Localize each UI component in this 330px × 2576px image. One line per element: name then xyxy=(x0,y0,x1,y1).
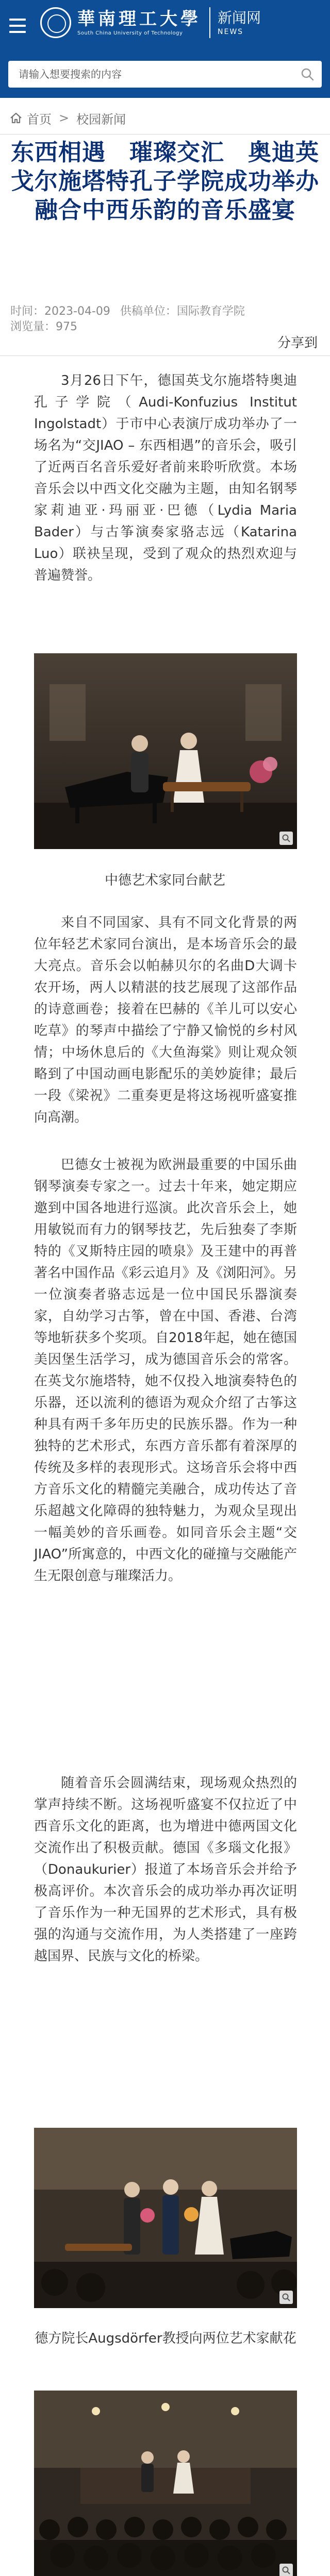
photo-caption: 德方院长Augsdörfer教授向两位艺术家献花 xyxy=(35,2331,296,2346)
site-name-chinese: 新闻网 xyxy=(218,9,261,26)
publish-date: 2023-04-09 xyxy=(44,305,110,318)
search-box xyxy=(8,61,322,88)
article-photo-venue[interactable] xyxy=(34,2391,297,2576)
photo-caption: 中德艺术家同台献艺 xyxy=(104,873,225,888)
site-name-english: NEWS xyxy=(218,28,244,36)
home-icon xyxy=(9,112,23,124)
time-label: 时间： xyxy=(10,305,45,318)
article-photo-flowers[interactable] xyxy=(34,2128,297,2308)
article-paragraph: 巴德女士被视为欧洲最重要的中国乐曲钢琴演奏专家之一。过去十年来，她定期应邀到中国各地进行巡演。此次音乐会上，她用敏锐而有力的钢琴技艺，先后独奏了李斯特的《叉斯特庄园的喷泉》及王建中的再普著名中国作品《彩云追月》及《浏阳河》。另一位演奏者骆志远是一位中国民乐器演奏家，自幼学习古筝，曾在中国、香港、台湾等地斩获多个奖项。自2018年起，她在德国美因堡生活学习，成为德国音乐会的常客。在英戈尔施塔特，她不仅投入地演奏特色的乐器，还以流利的德语为观众介绍了古筝这种具有两千多年历史的民族乐器。作为一种独特的艺术形式，东西方音乐都有着深厚的传统及多样的表现形式。这场音乐会将中西方音乐文化的精髓完美融合，成功传达了音乐超越文化障碍的独特魅力，为观众呈现出一幅美妙的音乐画卷。如同音乐会主题“交JIAO”所寓意的，中西文化的碰撞与交融能产生无限创意与璀璨活力。 xyxy=(34,1157,297,1584)
university-seal-icon xyxy=(40,7,71,38)
article-paragraph: 来自不同国家、具有不同文化背景的两位年轻艺术家同台演出，是本场音乐会的最大亮点。音乐会以帕赫贝尔的名曲D大调卡农开场，两人以精湛的技艺展现了这部作品的诗意画卷；接着在巴赫的《羊儿可以安心吃草》的琴声中描绘了宁静又愉悦的乡村风情；中场休息后的《大鱼海棠》则让观众领略到了中国动画电影配乐的美妙旋律；最后一段《梁祝》二重奏更是将这场视听盛宴推向高潮。 xyxy=(34,915,297,1125)
article-paragraph: 3月26日下午，德国英戈尔施塔特奥迪孔子学院（Audi-Konfuzius Institut Ingolstadt）于市中心表演厅成功举办了一场名为“交JIAO – 东西相遇”的音乐会，吸引了近两百名音乐爱好者前来聆听欣赏。本场音乐会以中西文化交融为主题，由知名钢琴家莉迪亚·玛丽亚·巴德（Lydia Maria Bader）与古筝演奏家骆志远（Katarina Luo）联袂呈现，受到了观众的热烈欢迎与普遍赞誉。 xyxy=(34,373,297,583)
article-photo-artists[interactable] xyxy=(34,653,297,849)
source-label: 供稿单位： xyxy=(120,305,177,318)
site-logo[interactable] xyxy=(40,7,261,38)
flower-presentation-illustration xyxy=(34,2128,297,2308)
meta-divider xyxy=(0,355,330,356)
concert-hall-illustration xyxy=(34,2391,297,2576)
views-label: 浏览量： xyxy=(10,320,56,333)
article-meta xyxy=(10,304,320,335)
search-icon xyxy=(301,67,314,81)
article-paragraph: 随着音乐会圆满结束，现场观众热烈的掌声持续不断。这场视听盛宴不仅拉近了中西音乐文化的距离，也为增进中德两国文化交流作出了积极贡献。德国《多瑙文化报》（Donaukurier）报道了本场音乐会并给予极高评价。本次音乐会的成功举办再次证明了音乐作为一种无国界的艺术形式，具有极强的沟通与交流作用，为人类搭建了一座跨越国界、民族与文化的桥梁。 xyxy=(34,1775,297,1964)
zoom-icon[interactable] xyxy=(279,832,293,845)
article-title: 东西相遇 璀璨交汇 奥迪英戈尔施塔特孔子学院成功举办融合中西乐韵的音乐盛宴 xyxy=(10,139,319,224)
search-button[interactable] xyxy=(297,64,318,84)
search-input[interactable] xyxy=(8,61,287,88)
source-unit: 国际教育学院 xyxy=(176,305,245,318)
search-bar xyxy=(0,54,330,98)
concert-stage-illustration xyxy=(34,653,297,849)
zoom-icon[interactable] xyxy=(279,2564,293,2576)
breadcrumb xyxy=(0,102,330,134)
logo-divider xyxy=(209,7,210,38)
breadcrumb-separator: > xyxy=(59,111,70,125)
zoom-icon[interactable] xyxy=(279,2291,293,2304)
breadcrumb-home-link[interactable]: 首页 xyxy=(27,112,52,127)
logo-chinese-name: 華南理工大學 xyxy=(77,9,201,29)
menu-icon[interactable] xyxy=(7,16,28,35)
site-header xyxy=(0,0,330,54)
share-button[interactable]: 分享到 xyxy=(277,335,318,351)
breadcrumb-section-link[interactable]: 校园新闻 xyxy=(76,112,126,127)
logo-english-name: South China University of Technology xyxy=(77,30,183,36)
view-count: 975 xyxy=(56,320,78,333)
